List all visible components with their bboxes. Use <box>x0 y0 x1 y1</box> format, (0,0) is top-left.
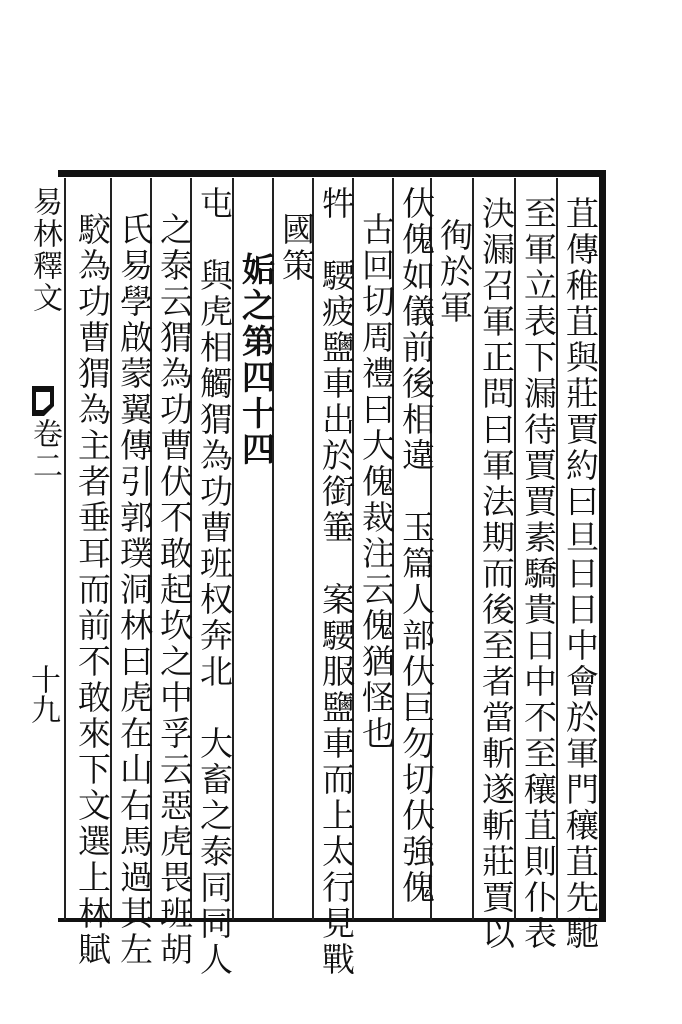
text-column-1: 苴傳稚苴與莊賈約曰旦日日中會於軍門穰苴先馳 <box>561 196 600 952</box>
text-column-2: 至軍立表下漏待賈賈素驕貴日中不至穰苴則仆表 <box>519 196 558 952</box>
text-column-11: 之泰云猬為功曹伏不敢起坎之中孚云惡虎畏班胡 <box>155 212 194 968</box>
text-column-8: 國策 <box>277 212 316 284</box>
margin-volume: 卷二 <box>27 418 62 482</box>
text-column-6: 古回切周禮曰大傀裁注云傀猶怪也 <box>357 212 396 752</box>
text-column-7: 牪 騕疲鹽車出於銜箠 案騕服鹽車而上太行見戰 <box>317 186 356 978</box>
chapter-heading: 姤之第四十四 <box>237 252 276 468</box>
text-column-3: 決漏召軍正問曰軍法期而後至者當斬遂斬莊賈以 <box>477 196 516 952</box>
margin-book-title: 易林釋文 <box>27 186 62 314</box>
text-column-5: 㐲傀如儀前後相違 玉篇人部㐲巨勿切㐲強傀 <box>397 186 436 906</box>
text-column-10: 屯 與虎相觸猬為功曹班权奔北 大畜之泰同同人 <box>195 186 234 978</box>
text-column-4: 徇於軍 <box>435 218 474 326</box>
text-column-12: 氏易學啟蒙翼傳引郭璞洞林曰虎在山右馬過其左 <box>115 212 154 968</box>
margin-page-number: 十九 <box>25 664 60 724</box>
column-rule <box>312 178 314 920</box>
fishtail-mark-icon <box>30 384 56 418</box>
text-column-13: 駮為功曹猬為主者垂耳而前不敢來下文選上林賦 <box>73 212 112 968</box>
